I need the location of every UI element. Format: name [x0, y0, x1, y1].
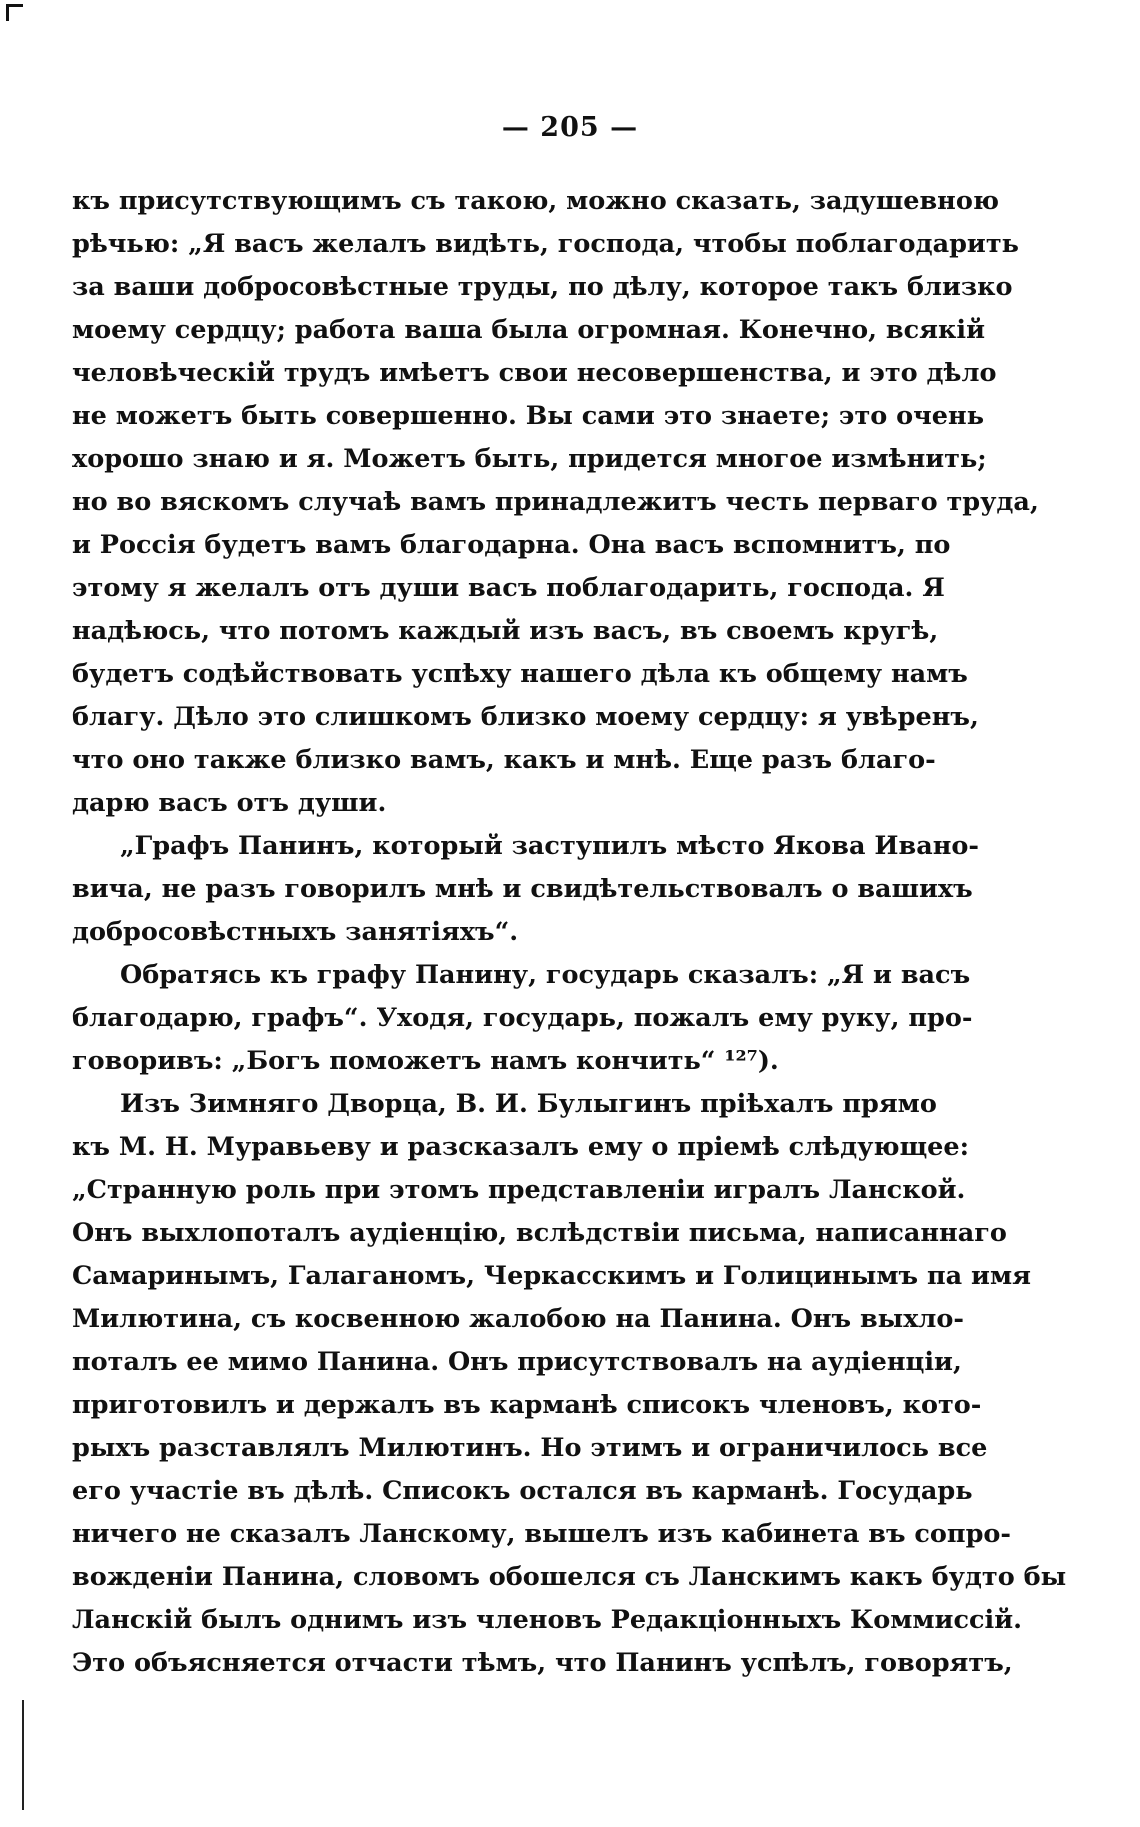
text-line: будетъ содѣйствовать успѣху нашего дѣла къ общему намъ — [72, 659, 968, 689]
text-line: Обратясь къ графу Панину, государь сказалъ: „Я и васъ — [120, 960, 971, 990]
text-line: моему сердцу; работа ваша была огромная. Конечно, всякій — [72, 315, 986, 345]
text-line: благу. Дѣло это слишкомъ близко моему сердцу: я увѣренъ, — [72, 702, 979, 732]
text-line: за ваши добросовѣстные труды, по дѣлу, которое такъ близко — [72, 272, 1013, 302]
text-line: Это объясняется отчасти тѣмъ, что Панинъ успѣлъ, говорятъ, — [72, 1648, 1013, 1678]
text-line: говоривъ: „Богъ поможетъ намъ кончить“ ¹²⁷). — [72, 1046, 779, 1076]
text-line: что оно также близко вамъ, какъ и мнѣ. Еще разъ благо- — [72, 745, 936, 775]
text-line: Милютина, съ косвенною жалобою на Панина. Онъ выхло- — [72, 1304, 965, 1334]
text-line: хорошо знаю и я. Можетъ быть, придется многое измѣнить; — [72, 444, 987, 474]
text-line: надѣюсь, что потомъ каждый изъ васъ, въ своемъ кругѣ, — [72, 616, 939, 646]
text-line: этому я желалъ отъ души васъ поблагодарить, господа. Я — [72, 573, 945, 603]
text-line: къ М. Н. Муравьеву и разсказалъ ему о пріемѣ слѣдующее: — [72, 1132, 970, 1162]
text-line: „Графъ Панинъ, который заступилъ мѣсто Якова Ивано- — [120, 831, 979, 861]
text-line: его участіе въ дѣлѣ. Списокъ остался въ карманѣ. Государь — [72, 1476, 973, 1506]
text-line: рѣчью: „Я васъ желалъ видѣть, господа, чтобы поблагодарить — [72, 229, 1019, 259]
text-line: дарю васъ отъ души. — [72, 788, 387, 818]
scan-corner-mark — [6, 4, 23, 21]
text-line: рыхъ разставлялъ Милютинъ. Но этимъ и ограничилось все — [72, 1433, 988, 1463]
text-line: и Россія будетъ вамъ благодарна. Она васъ вспомнитъ, по — [72, 530, 951, 560]
text-line: ничего не сказалъ Ланскому, вышелъ изъ кабинета въ сопро- — [72, 1519, 1012, 1549]
text-line: благодарю, графъ“. Уходя, государь, пожалъ ему руку, про- — [72, 1003, 973, 1033]
page-number: — 205 — — [501, 112, 639, 143]
text-line: Самаринымъ, Галаганомъ, Черкасскимъ и Голицинымъ па имя — [72, 1261, 1031, 1291]
text-line: „Странную роль при этомъ представленіи игралъ Ланской. — [72, 1175, 966, 1205]
text-line: вича, не разъ говорилъ мнѣ и свидѣтельствовалъ о вашихъ — [72, 874, 973, 904]
body-text — [72, 180, 1067, 1685]
text-line: Онъ выхлопоталъ аудіенцію, вслѣдствіи письма, написаннаго — [72, 1218, 1007, 1248]
text-line: но во вяскомъ случаѣ вамъ принадлежитъ честь перваго труда, — [72, 487, 1039, 517]
text-line: вожденіи Панина, словомъ обошелся съ Ланскимъ какъ будто бы — [72, 1562, 1067, 1592]
text-line: человѣческій трудъ имѣетъ свои несовершенства, и это дѣло — [72, 358, 997, 388]
scan-edge-line — [22, 1700, 24, 1810]
text-line: Изъ Зимняго Дворца, В. И. Булыгинъ пріѣхалъ прямо — [120, 1089, 937, 1119]
text-line: поталъ ее мимо Панина. Онъ присутствовалъ на аудіенціи, — [72, 1347, 962, 1377]
text-line: Ланскій былъ однимъ изъ членовъ Редакціонныхъ Коммиссій. — [72, 1605, 1022, 1635]
text-line: добросовѣстныхъ занятіяхъ“. — [72, 917, 519, 947]
text-line: не можетъ быть совершенно. Вы сами это знаете; это очень — [72, 401, 984, 431]
text-line: приготовилъ и держалъ въ карманѣ списокъ членовъ, кото- — [72, 1390, 982, 1420]
text-line: къ присутствующимъ съ такою, можно сказать, задушевною — [72, 186, 1000, 216]
